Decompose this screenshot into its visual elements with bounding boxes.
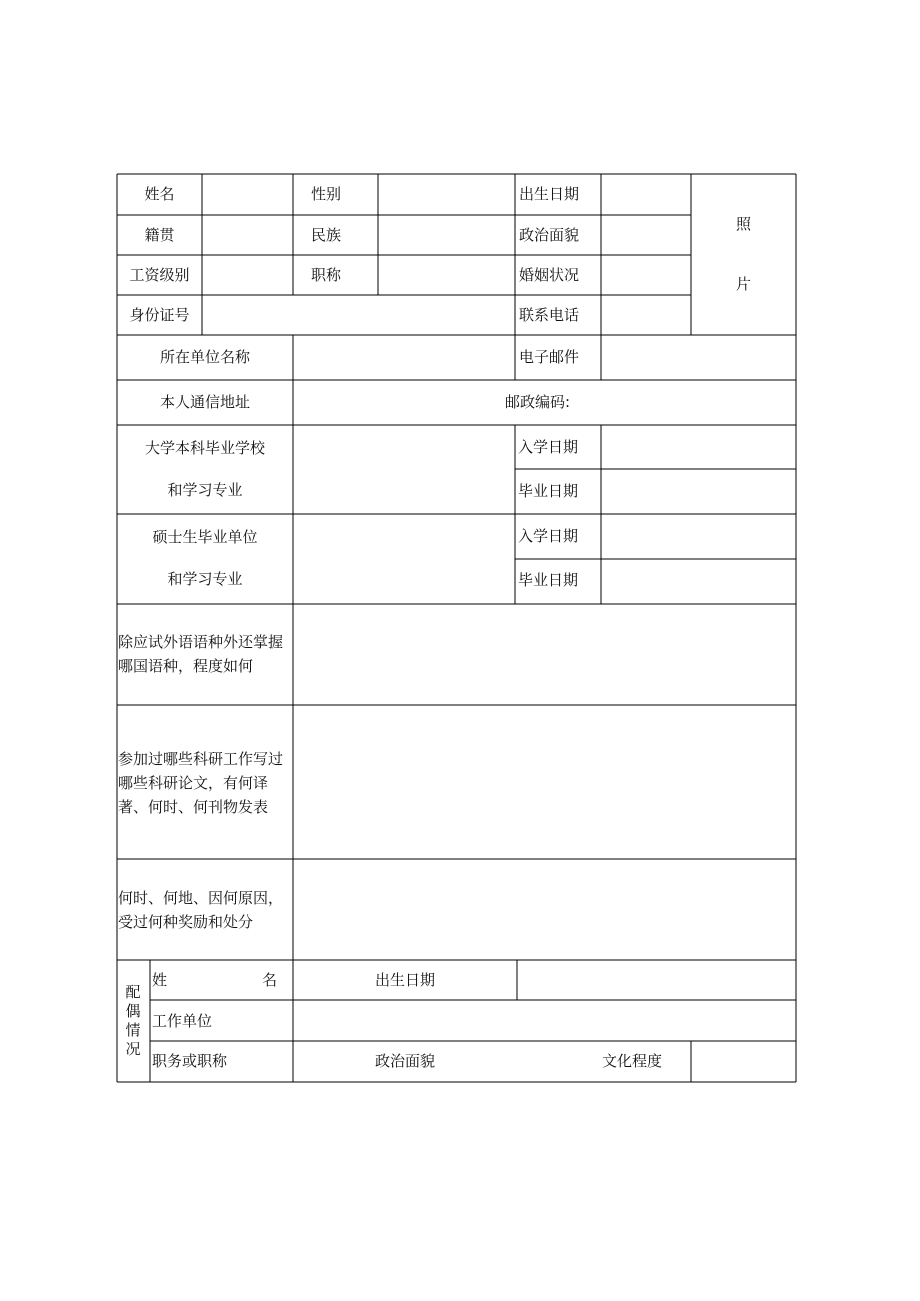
master-enroll-label: 入学日期 [518,527,579,545]
id-number-label: 身份证号 [129,306,190,324]
undergrad-school-label: 大学本科毕业学校 [144,439,265,457]
research-label: 参加过哪些科研工作写过哪些科研论文，有何译著、何时、何刊物发表 [118,750,284,816]
spouse-name-label-second: 名 [262,971,278,989]
native-place-label: 籍贯 [144,226,175,244]
spouse-education-label: 文化程度 [602,1052,663,1070]
spouse-political-label: 政治面貌 [375,1052,436,1070]
phone-label: 联系电话 [519,306,580,324]
spouse-section-label: 配偶情况 [125,983,141,1058]
master-school-label: 硕士生毕业单位 [152,528,258,546]
ethnicity-label: 民族 [311,226,342,244]
master-major-label: 和学习专业 [167,570,243,588]
spouse-work-label: 工作单位 [152,1012,213,1030]
spouse-name-label-first: 姓 [152,971,168,989]
email-label: 电子邮件 [519,348,580,366]
undergrad-graduate-label: 毕业日期 [518,482,579,500]
postcode-label: 邮政编码: [505,393,571,411]
awards-label: 何时、何地、因何原因，受过何种奖励和处分 [118,889,284,931]
employer-label: 所在单位名称 [159,348,250,366]
marital-status-label: 婚姻状况 [519,266,580,284]
spouse-birth-label: 出生日期 [375,971,436,989]
address-label: 本人通信地址 [159,393,250,411]
undergrad-enroll-label: 入学日期 [518,438,579,456]
master-graduate-label: 毕业日期 [518,571,579,589]
spouse-position-label: 职务或职称 [152,1052,228,1070]
salary-grade-label: 工资级别 [129,266,190,284]
political-status-label: 政治面貌 [519,226,580,244]
birth-date-label: 出生日期 [519,185,580,203]
language-skill-label: 除应试外语语种外还掌握哪国语种，程度如何 [118,633,284,675]
undergrad-major-label: 和学习专业 [167,481,243,499]
photo-label-top: 照 [735,215,751,233]
photo-label-bottom: 片 [735,275,751,293]
job-title-label: 职称 [311,266,342,284]
gender-label: 性别 [311,185,342,203]
name-label: 姓名 [144,185,175,203]
